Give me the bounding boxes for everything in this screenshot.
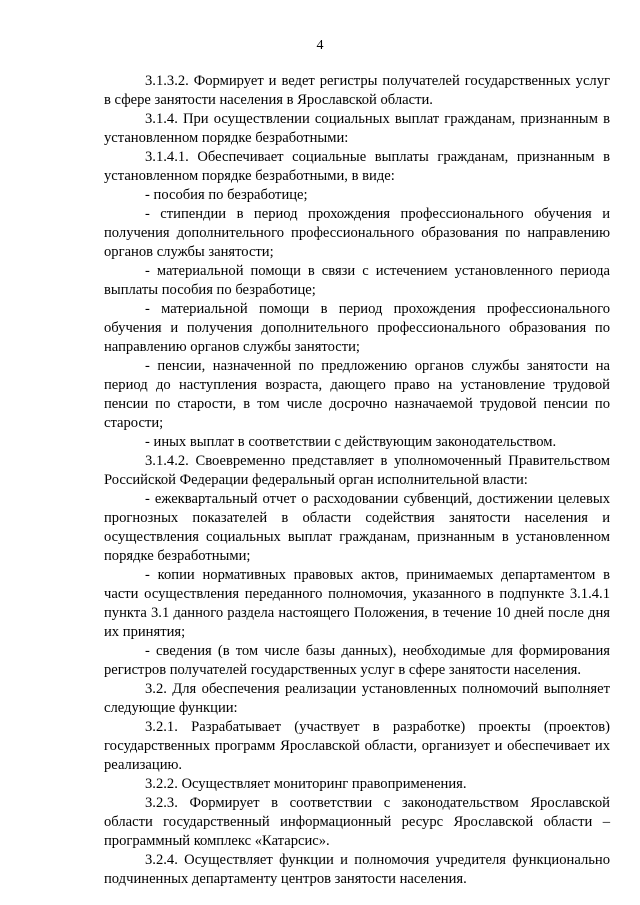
paragraph-3-2-3: 3.2.3. Формирует в соответствии с законодательством Ярославской области государственный информационный ресурс Ярославской области – программный комплекс «Катарсис».	[104, 795, 610, 849]
list-item-data-registers: - сведения (в том числе базы данных), необходимые для формирования регистров получателей государственных услуг в сфере занятости населения.	[104, 643, 610, 678]
list-item-legal-acts-copies: - копии нормативных правовых актов, принимаемых департаментом в части осуществления переданного полномочия, указанного в подпункте 3.1.4.1 пункта 3.1 данного раздела настоящего Положения, в течение 10 дней после дня их принятия;	[104, 567, 610, 640]
paragraph-3-2-1: 3.2.1. Разрабатывает (участвует в разработке) проекты (проектов) государственных программ Ярославской области, организует и обеспечивает их реализацию.	[104, 719, 610, 773]
list-item-material-aid-expiry: - материальной помощи в связи с истечением установленного периода выплаты пособия по безработице;	[104, 263, 610, 298]
paragraph-3-2-2: 3.2.2. Осуществляет мониторинг правоприменения.	[145, 776, 467, 792]
paragraph-3-1-4-2: 3.1.4.2. Своевременно представляет в уполномоченный Правительством Российской Федерации федеральный орган исполнительной власти:	[104, 453, 610, 488]
paragraph-3-1-3-2: 3.1.3.2. Формирует и ведет регистры получателей государственных услуг в сфере занятости населения в Ярославской области.	[104, 73, 610, 108]
list-item-unemployment-benefit: - пособия по безработице;	[145, 187, 308, 203]
list-item-material-aid-training: - материальной помощи в период прохождения профессионального обучения и получения дополнительного профессионального образования по направлению органов службы занятости;	[104, 301, 610, 355]
paragraph-3-1-4: 3.1.4. При осуществлении социальных выплат гражданам, признанным в установленном порядке безработными:	[104, 111, 610, 146]
paragraph-3-2-4: 3.2.4. Осуществляет функции и полномочия учредителя функционально подчиненных департаменту центров занятости населения.	[104, 852, 610, 887]
paragraph-3-2: 3.2. Для обеспечения реализации установленных полномочий выполняет следующие функции:	[104, 681, 610, 716]
paragraph-3-1-4-1: 3.1.4.1. Обеспечивает социальные выплаты гражданам, признанным в установленном порядке безработными, в виде:	[104, 149, 610, 184]
page-number: 4	[316, 38, 324, 53]
list-item-pension: - пенсии, назначенной по предложению органов службы занятости на период до наступления возраста, дающего право на установление трудовой пенсии по старости, в том числе досрочно назначаемой трудовой пенсии по старости;	[104, 358, 610, 431]
list-item-quarterly-report: - ежеквартальный отчет о расходовании субвенций, достижении целевых прогнозных показателей в области содействия занятости населения и осуществления социальных выплат гражданам, признанным в установленном порядке безработными;	[104, 491, 610, 564]
document-body	[104, 72, 610, 889]
list-item-stipend: - стипендии в период прохождения профессионального обучения и получения дополнительного профессионального образования по направлению органов службы занятости;	[104, 206, 610, 260]
list-item-other-payments: - иных выплат в соответствии с действующим законодательством.	[145, 434, 557, 450]
